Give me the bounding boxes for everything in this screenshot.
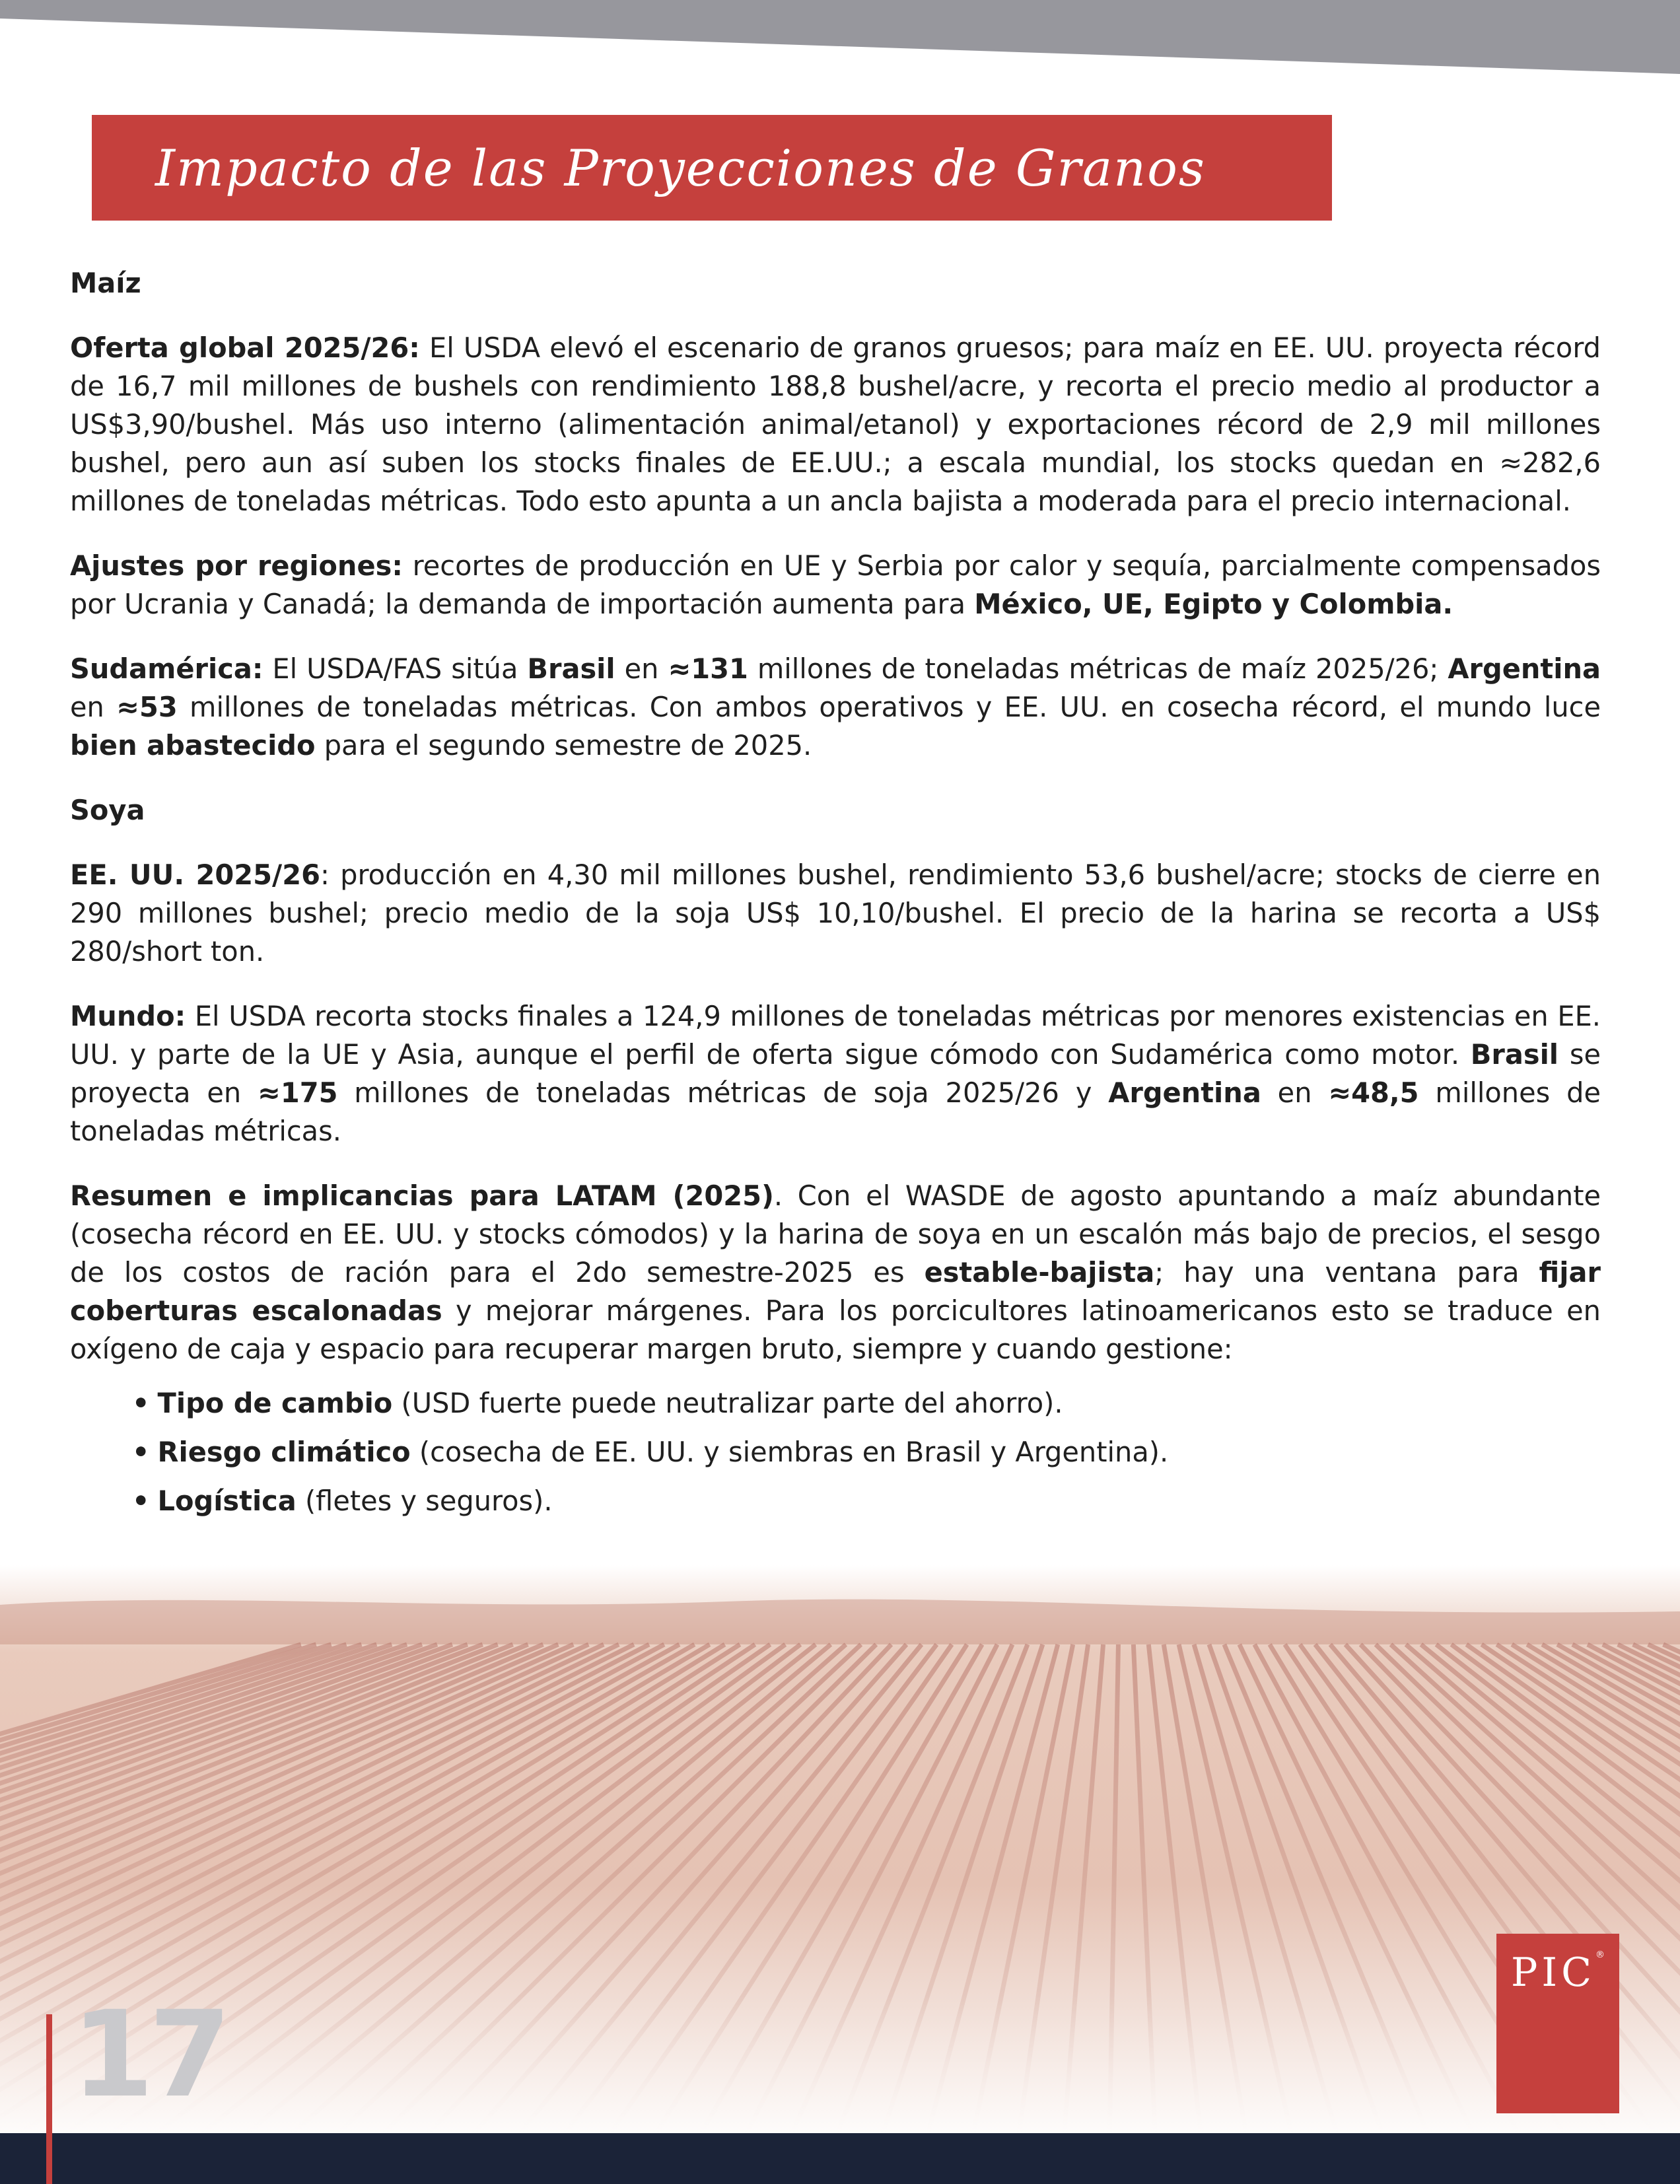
list-item: • Logística (fletes y seguros). [132,1485,553,1517]
crop-field-image [0,1565,1680,2146]
bullet-dot-icon: • [132,1436,150,1468]
registered-mark: ® [1595,1950,1605,1960]
paragraph-ajustes-regiones: Ajustes por regiones: recortes de producción en UE y Serbia por calor y sequía, parcialmente compensados por Ucrania y Canadá; la demanda de importación aumenta para México, UE, Egipto y Colombia. [70,549,1601,620]
top-decorative-band [0,0,1680,76]
article-body [70,264,1601,1531]
section-heading-soya: Soya [70,794,145,826]
bullet-list [70,1384,1601,1520]
logo-text: PIC [1511,1950,1595,1996]
paragraph-sudamerica: Sudamérica: El USDA/FAS sitúa Brasil en ≈131 millones de toneladas métricas de maíz 2025/26; Argentina en ≈53 millones de toneladas métricas. Con ambos operativos y EE. UU. en cosecha récord, el mundo luce bien abastecido para el segundo semestre de 2025. [70,652,1601,761]
paragraph-mundo: Mundo: El USDA recorta stocks finales a 124,9 millones de toneladas métricas por menores existencias en EE. UU. y parte de la UE y Asia, aunque el perfil de oferta sigue cómodo con Sudamérica como motor. Brasil se proyecta en ≈175 millones de toneladas métricas de soja 2025/26 y Argentina en ≈48,5 millones de toneladas métricas. [70,1000,1601,1147]
list-item: • Riesgo climático (cosecha de EE. UU. y siembras en Brasil y Argentina). [132,1436,1169,1468]
page-number: 17 [71,1986,227,2124]
bullet-dot-icon: • [132,1387,150,1419]
paragraph-resumen-latam: Resumen e implicancias para LATAM (2025). Con el WASDE de agosto apuntando a maíz abundante (cosecha récord en EE. UU. y stocks cómodos) y la harina de soya en un escalón más bajo de precios, el sesgo de los costos de ración para el 2do semestre-2025 es estable-bajista; hay una ventana para fijar coberturas escalonadas y mejorar márgenes. Para los porcicultores latinoamericanos esto se traduce en oxígeno de caja y espacio para recuperar margen bruto, siempre y cuando gestione: [70,1180,1601,1365]
section-heading-maiz: Maíz [70,267,141,299]
pic-logo [1496,1934,1619,2113]
paragraph-oferta-global: Oferta global 2025/26: El USDA elevó el escenario de granos gruesos; para maíz en EE. UU. proyecta récord de 16,7 mil millones de bushels con rendimiento 188,8 bushel/acre, y recorta el precio medio al productor a US$3,90/bushel. Más uso interno (alimentación animal/etanol) y exportaciones récord de 2,9 mil millones bushel, pero aun así suben los stocks finales de EE.UU.; a escala mundial, los stocks quedan en ≈282,6 millones de toneladas métricas. Todo esto apunta a un ancla bajista a moderada para el precio internacional. [70,332,1601,517]
title-banner [92,115,1332,221]
page-number-accent-bar [46,2014,52,2184]
footer-band [0,2133,1680,2184]
paragraph-eeuu-soya: EE. UU. 2025/26: producción en 4,30 mil millones bushel, rendimiento 53,6 bushel/acre; stocks de cierre en 290 millones bushel; precio medio de la soja US$ 10,10/bushel. El precio de la harina se recorta a US$ 280/short ton. [70,859,1601,968]
list-item: • Tipo de cambio (USD fuerte puede neutralizar parte del ahorro). [132,1387,1063,1419]
bullet-dot-icon: • [132,1485,150,1517]
page-title: Impacto de las Proyecciones de Granos [155,138,1206,197]
